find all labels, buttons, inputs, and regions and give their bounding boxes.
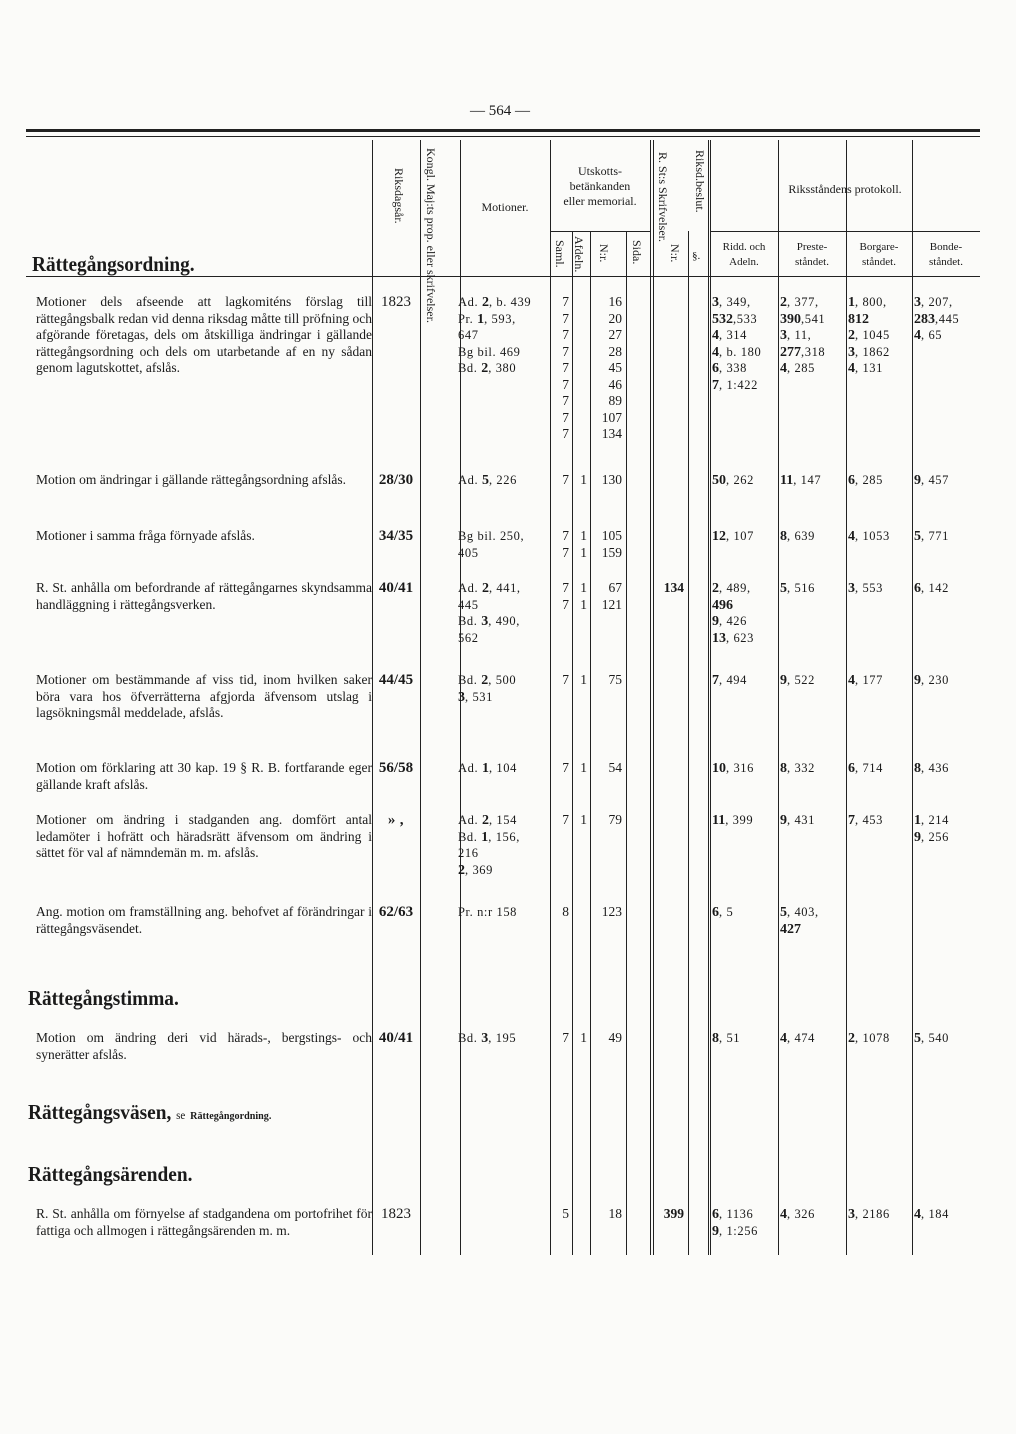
header-rst-skrifvelser: R. St:s Skrifvelser. (656, 152, 670, 243)
preste-protocol-ref: 11, 147 (780, 473, 822, 488)
motion-reference: 562 (458, 630, 479, 645)
bonde-protocol-ref: 9, 230 (914, 673, 949, 688)
nr-value: 54 (608, 760, 622, 775)
bonde-protocol-ref: 4, 184 (914, 1207, 949, 1222)
motion-reference: Bg bil. 250, (458, 529, 525, 543)
motion-reference: Bd. 2, 500 (458, 673, 517, 688)
motion-reference: Bd. 1, 156, (458, 829, 520, 845)
motion-reference: Ad. 1, 104 (458, 761, 517, 776)
preste-protocol-ref: 3, 11, (780, 328, 812, 343)
column-rule (626, 231, 627, 1255)
ridd-protocol-ref: 7, 1:422 (712, 377, 758, 393)
ridd-protocol-ref: 496 (712, 597, 733, 613)
motion-reference: Bd. 3, 195 (458, 1031, 517, 1046)
row-description: Motion om ändring deri vid härads-, bergstings- och synerätter afslås. (36, 1030, 372, 1062)
header-utskotts: Utskotts- betänkanden eller memorial. (563, 164, 637, 208)
header-borgare: Borgare- ståndet. (859, 241, 899, 268)
bonde-protocol-ref: 4, 65 (914, 328, 943, 343)
nr-value: 121 (601, 596, 622, 612)
motion-reference: Bd. 3, 490, (458, 614, 520, 629)
preste-protocol-ref: 5, 516 (780, 581, 815, 596)
nr-value: 16 (608, 294, 622, 309)
motion-reference: 3, 531 (458, 689, 493, 705)
header-protokoll: Riksståndens protokoll. (788, 182, 902, 196)
saml-value: 7 (562, 580, 569, 595)
bonde-protocol-ref: 9, 457 (914, 473, 949, 488)
nr-value: 159 (601, 544, 622, 560)
borgare-protocol-ref: 812 (848, 311, 869, 327)
bonde-protocol-ref: 283,445 (914, 311, 960, 327)
row-year: 1823 (381, 1206, 411, 1222)
motion-reference: 405 (458, 545, 479, 560)
saml-value: 8 (562, 904, 569, 919)
saml-value: 7 (562, 294, 569, 309)
row-description: Ang. motion om framställning ang. behofvet af förändringar i rättegångsväsendet. (36, 904, 372, 936)
header-motioner: Motioner. (481, 200, 529, 214)
column-rule (688, 231, 689, 1255)
ridd-protocol-ref: 4, b. 180 (712, 344, 762, 360)
saml-value: 7 (562, 544, 569, 560)
motion-reference: Ad. 2, 154 (458, 813, 517, 828)
bonde-protocol-ref: 3, 207, (914, 295, 953, 310)
row-year: 56/58 (378, 760, 414, 776)
nr-value: 105 (601, 528, 622, 543)
saml-value: 7 (562, 426, 569, 441)
nr-value: 46 (608, 376, 622, 392)
ridd-protocol-ref: 7, 494 (712, 673, 747, 688)
column-rule (550, 140, 551, 1255)
nr-value: 67 (608, 580, 622, 595)
row-year: » ‚ (387, 812, 405, 828)
afdeln-value: 1 (580, 472, 587, 487)
saml-value: 7 (562, 310, 569, 326)
row-description: Motioner dels afseende att lagkomiténs förslag till rättegångsbalk redan vid denna riksdag måtte till pröfning och afgörande företagas, dels om åtskilliga ändringar i gällande rättegångsordning och dels om utarbetande af en ny sådan genom lagutskottet, afslås. (36, 294, 372, 375)
preste-protocol-ref: 390,541 (780, 311, 826, 327)
preste-protocol-ref: 277,318 (780, 344, 826, 360)
header-bonde: Bonde- ståndet. (929, 241, 963, 268)
header-afdeln: Afdeln. (572, 236, 586, 273)
nr-value: 130 (601, 472, 622, 487)
row-year: 40/41 (378, 1030, 414, 1046)
ridd-protocol-ref: 12, 107 (712, 529, 754, 544)
afdeln-value: 1 (580, 760, 587, 775)
row-year: 44/45 (378, 672, 414, 688)
ridd-protocol-ref: 13, 623 (712, 630, 754, 646)
borgare-protocol-ref: 2, 1045 (848, 328, 890, 343)
borgare-protocol-ref: 6, 714 (848, 761, 883, 776)
motion-reference: Pr. n:r 158 (458, 905, 518, 919)
preste-protocol-ref: 427 (780, 921, 801, 937)
section-title-rattegangsvasen-text: Rättegångsväsen, (28, 1100, 172, 1124)
afdeln-value: 1 (580, 672, 587, 687)
header-nr: N:r. (597, 244, 611, 263)
saml-value: 7 (562, 596, 569, 612)
borgare-protocol-ref: 2, 1078 (848, 1031, 890, 1046)
bonde-protocol-ref: 1, 214 (914, 813, 949, 828)
nr-value: 89 (608, 393, 622, 408)
ridd-protocol-ref: 6, 5 (712, 905, 734, 920)
nr-value: 79 (608, 812, 622, 827)
motion-reference: Bd. 2, 380 (458, 361, 517, 376)
header-ridd: Ridd. och Adeln. (722, 241, 766, 268)
ridd-protocol-ref: 2, 489, (712, 581, 751, 596)
borgare-protocol-ref: 7, 453 (848, 813, 883, 828)
row-description: Motioner om bestämmande af viss tid, inom hvilken saker böra vara hos öfverrätterna afgjorda äfvensom utslag i lagsökningsmål meddelade, afslås. (36, 672, 372, 720)
nr-value: 20 (608, 310, 622, 326)
motion-reference: Ad. 5, 226 (458, 473, 517, 488)
header-paragraph: §. (692, 250, 701, 262)
saml-value: 7 (562, 760, 569, 775)
row-description: Motioner om ändring i stadganden ang. domfört antal ledamöter i hofrätt och häradsrätt äfvensom om ändring i sättet för val af nämndemän m. m. afslås. (36, 812, 372, 860)
bonde-protocol-ref: 8, 436 (914, 761, 949, 776)
borgare-protocol-ref: 1, 800, (848, 295, 887, 310)
column-rule (653, 140, 654, 1255)
column-rule (846, 140, 847, 1255)
afdeln-value: 1 (580, 544, 587, 560)
saml-value: 5 (562, 1206, 569, 1221)
column-rule (650, 140, 651, 1255)
ridd-protocol-ref: 3, 349, (712, 295, 751, 310)
saml-value: 7 (562, 409, 569, 425)
header-rst-nr: N:r. (668, 244, 682, 263)
saml-value: 7 (562, 812, 569, 827)
afdeln-value: 1 (580, 580, 587, 595)
see-prefix: se (176, 1108, 186, 1122)
afdeln-value: 1 (580, 1030, 587, 1045)
borgare-protocol-ref: 6, 285 (848, 473, 883, 488)
section-title-rattegangsvasen (28, 1100, 271, 1125)
nr-value: 28 (608, 343, 622, 359)
ridd-protocol-ref: 532,533 (712, 311, 758, 327)
row-year: 1823 (381, 294, 411, 310)
nr-value: 18 (608, 1206, 622, 1221)
ridd-protocol-ref: 11, 399 (712, 813, 754, 828)
preste-protocol-ref: 5, 403, (780, 905, 819, 920)
row-year: 62/63 (378, 904, 414, 920)
saml-value: 7 (562, 528, 569, 543)
borgare-protocol-ref: 4, 1053 (848, 529, 890, 544)
top-rule-thin (26, 136, 980, 137)
preste-protocol-ref: 4, 474 (780, 1031, 815, 1046)
ridd-protocol-ref: 6, 338 (712, 361, 747, 376)
motion-reference: 445 (458, 597, 479, 612)
subheader-rule-utskotts (550, 231, 650, 232)
column-rule (778, 140, 779, 1255)
saml-value: 7 (562, 393, 569, 408)
header-kongl-prop-text: Kongl. Maj:ts prop. eller skrifvelser. (424, 148, 438, 323)
rst-nr-value: 399 (663, 1206, 684, 1221)
preste-protocol-ref: 8, 332 (780, 761, 815, 776)
header-kongl-prop (424, 148, 437, 323)
row-year: 34/35 (378, 528, 414, 544)
row-description: Motion om ändringar i gällande rättegångsordning afslås. (36, 472, 347, 487)
saml-value: 7 (562, 672, 569, 687)
nr-value: 75 (608, 672, 622, 687)
section-title-rattegangstimma: Rättegångstimma. (28, 986, 179, 1010)
top-rule-thick (26, 129, 980, 132)
row-year: 28/30 (378, 472, 414, 488)
nr-value: 123 (601, 904, 622, 919)
bonde-protocol-ref: 5, 771 (914, 529, 949, 544)
borgare-protocol-ref: 3, 2186 (848, 1207, 890, 1222)
saml-value: 7 (562, 360, 569, 375)
nr-value: 45 (608, 360, 622, 375)
section-title-rattegangsordning: Rättegångsordning. (32, 252, 195, 276)
motion-reference: Pr. 1, 593, (458, 311, 516, 327)
row-description: Motion om förklaring att 30 kap. 19 § R. B. fortfarande eger gällande kraft afslås. (36, 760, 372, 792)
motion-reference: Bg bil. 469 (458, 344, 521, 359)
borgare-protocol-ref: 4, 177 (848, 673, 883, 688)
ridd-protocol-ref: 6, 1136 (712, 1207, 754, 1222)
motion-reference: 2, 369 (458, 862, 493, 878)
nr-value: 49 (608, 1030, 622, 1045)
header-sida: Sida. (630, 240, 644, 265)
row-description: R. St. anhålla om befordrande af rättegångarnes skyndsamma handläggning i rättegångsverken. (36, 580, 372, 612)
ridd-protocol-ref: 9, 1:256 (712, 1223, 758, 1239)
saml-value: 7 (562, 343, 569, 359)
nr-value: 107 (601, 409, 622, 425)
preste-protocol-ref: 9, 431 (780, 813, 815, 828)
afdeln-value: 1 (580, 596, 587, 612)
motion-reference: Ad. 2, 441, (458, 581, 521, 596)
afdeln-value: 1 (580, 528, 587, 543)
bonde-protocol-ref: 6, 142 (914, 581, 949, 596)
nr-value: 134 (601, 426, 622, 441)
ridd-protocol-ref: 10, 316 (712, 761, 754, 776)
subheader-rule-protokoll (710, 231, 980, 232)
column-rule (572, 231, 573, 1255)
bonde-protocol-ref: 5, 540 (914, 1031, 949, 1046)
page-number: — 564 — (470, 103, 530, 119)
header-saml: Saml. (553, 240, 567, 268)
afdeln-value: 1 (580, 812, 587, 827)
preste-protocol-ref: 8, 639 (780, 529, 815, 544)
row-year: 40/41 (378, 580, 414, 596)
saml-value: 7 (562, 376, 569, 392)
preste-protocol-ref: 2, 377, (780, 295, 819, 310)
borgare-protocol-ref: 4, 131 (848, 361, 883, 376)
ridd-protocol-ref: 50, 262 (712, 473, 754, 488)
column-rule (710, 140, 711, 1255)
motion-reference: 647 (458, 328, 479, 342)
ridd-protocol-ref: 9, 426 (712, 614, 747, 629)
header-preste: Preste- ståndet. (795, 241, 829, 268)
nr-value: 27 (608, 327, 622, 342)
preste-protocol-ref: 9, 522 (780, 673, 815, 688)
saml-value: 7 (562, 1030, 569, 1045)
motion-reference: 216 (458, 846, 479, 860)
borgare-protocol-ref: 3, 553 (848, 581, 883, 596)
section-title-rattegangsarenden: Rättegångsärenden. (28, 1162, 193, 1186)
row-description: R. St. anhålla om förnyelse af stadgandena om portofrihet för fattiga och allmogen i rättegångsärenden m. m. (36, 1206, 372, 1238)
saml-value: 7 (562, 327, 569, 342)
see-target: Rättegångordning. (190, 1110, 272, 1122)
preste-protocol-ref: 4, 326 (780, 1207, 815, 1222)
saml-value: 7 (562, 472, 569, 487)
borgare-protocol-ref: 3, 1862 (848, 344, 890, 360)
ridd-protocol-ref: 4, 314 (712, 328, 747, 343)
column-rule (420, 140, 421, 1255)
column-rule (912, 140, 913, 1255)
bonde-protocol-ref: 9, 256 (914, 829, 949, 845)
header-riksdagsar: Riksdagsår. (392, 168, 406, 224)
header-riksd-beslut: Riksd.beslut. (693, 150, 707, 213)
rst-nr-value: 134 (663, 580, 684, 595)
row-description: Motioner i samma fråga förnyade afslås. (36, 528, 255, 543)
ridd-protocol-ref: 8, 51 (712, 1031, 741, 1046)
column-rule (708, 140, 709, 1255)
motion-reference: Ad. 2, b. 439 (458, 295, 532, 310)
preste-protocol-ref: 4, 285 (780, 361, 815, 376)
